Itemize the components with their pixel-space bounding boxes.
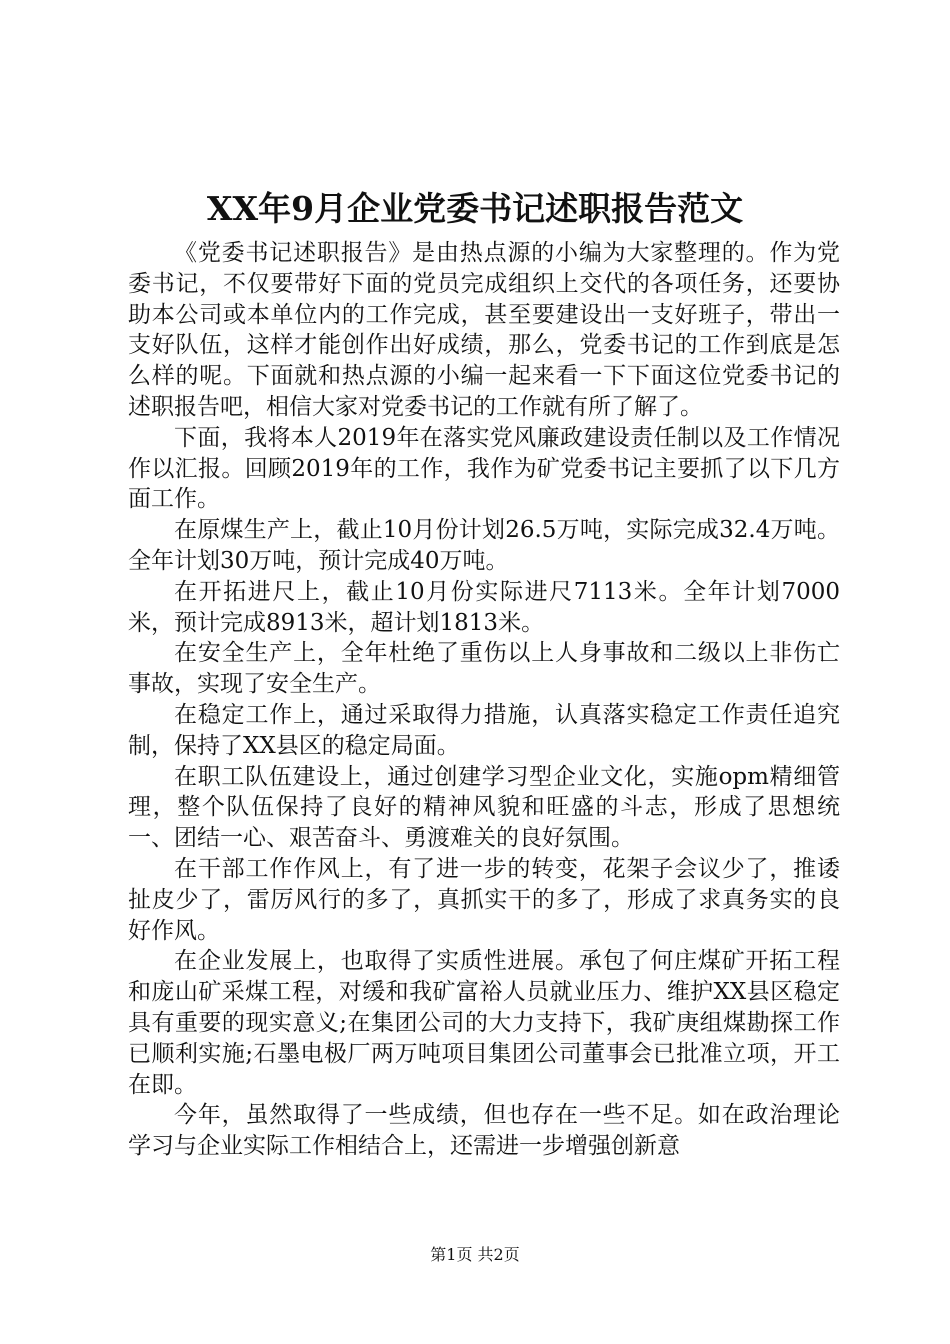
paragraph: 在干部工作作风上，有了进一步的转变，花架子会议少了，推诿扯皮少了，雷厉风行的多了，真抓实干的多了，形成了求真务实的良好作风。	[128, 855, 840, 944]
paragraph: 在开拓进尺上，截止10月份实际进尺7113米。全年计划7000米，预计完成8913米，超计划1813米。	[128, 578, 840, 636]
page-number-footer: 第1页 共2页	[430, 1245, 520, 1264]
paragraph: 下面，我将本人2019年在落实党风廉政建设责任制以及工作情况作以汇报。回顾2019年的工作，我作为矿党委书记主要抓了以下几方面工作。	[128, 424, 840, 513]
paragraph: 在安全生产上，全年杜绝了重伤以上人身事故和二级以上非伤亡事故，实现了安全生产。	[128, 640, 840, 698]
paragraph: 在稳定工作上，通过采取得力措施，认真落实稳定工作责任追究制，保持了XX县区的稳定局面。	[128, 701, 840, 759]
paragraph: 在企业发展上，也取得了实质性进展。承包了何庄煤矿开拓工程和庞山矿采煤工程，对缓和我矿富裕人员就业压力、维护XX县区稳定具有重要的现实意义;在集团公司的大力支持下，我矿庚组煤勘探工作已顺利实施;石墨电极厂两万吨项目集团公司董事会已批准立项，开工在即。	[128, 948, 840, 1098]
document-body	[128, 238, 840, 1162]
paragraph: 《党委书记述职报告》是由热点源的小编为大家整理的。作为党委书记，不仅要带好下面的党员完成组织上交代的各项任务，还要协助本公司或本单位内的工作完成，甚至要建设出一支好班子，带出一支好队伍，这样才能创作出好成绩，那么，党委书记的工作到底是怎么样的呢。下面就和热点源的小编一起来看一下下面这位党委书记的述职报告吧，相信大家对党委书记的工作就有所了解了。	[128, 240, 840, 420]
paragraph: 今年，虽然取得了一些成绩，但也存在一些不足。如在政治理论学习与企业实际工作相结合上，还需进一步增强创新意	[128, 1102, 840, 1160]
paragraph: 在原煤生产上，截止10月份计划26.5万吨，实际完成32.4万吨。全年计划30万吨，预计完成40万吨。	[128, 517, 840, 574]
paragraph: 在职工队伍建设上，通过创建学习型企业文化，实施opm精细管理，整个队伍保持了良好的精神风貌和旺盛的斗志，形成了思想统一、团结一心、艰苦奋斗、勇渡难关的良好氛围。	[128, 763, 840, 852]
document-title: XX年9月企业党委书记述职报告范文	[206, 189, 744, 228]
